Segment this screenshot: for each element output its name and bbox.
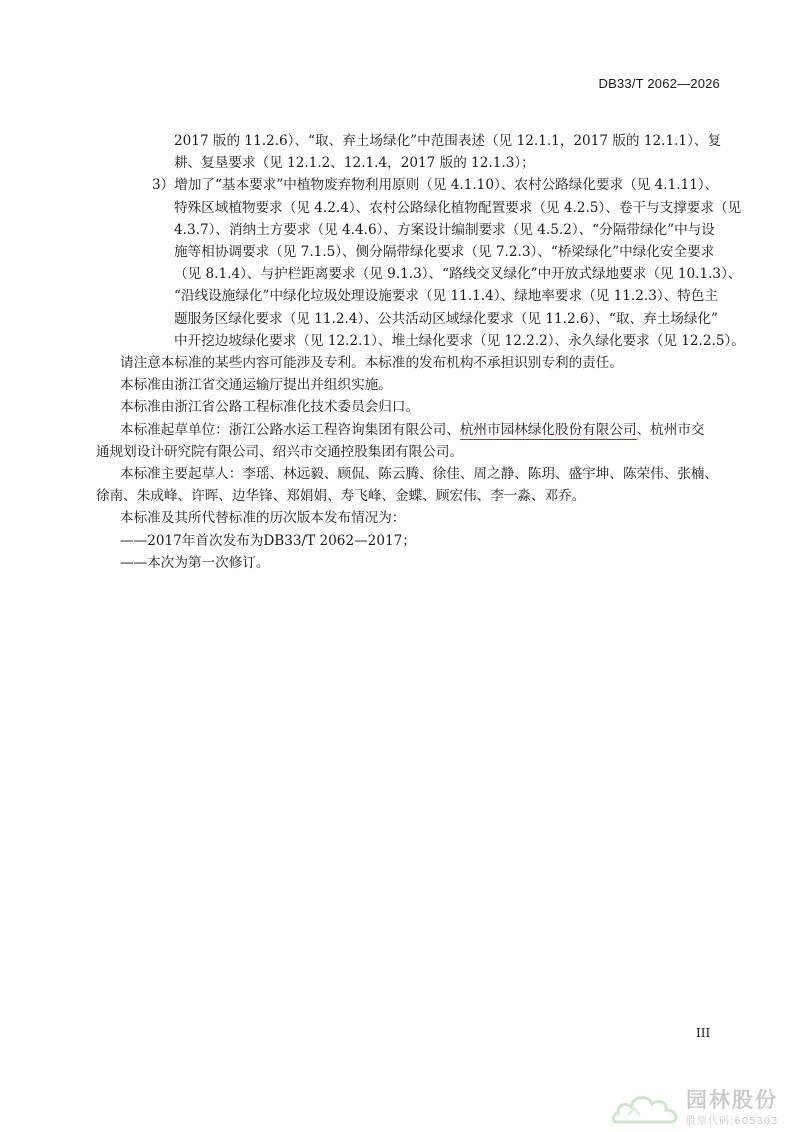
- text-line: 中开挖边坡绿化要求（见 12.2.1）、堆土绿化要求（见 12.2.2）、永久绿化要求（见 12.2.5）。: [174, 332, 745, 349]
- page-number: III: [696, 1026, 711, 1040]
- cloud-logo-icon: [610, 1082, 684, 1128]
- text-line: 2017 版的 11.2.6）、“取、弃土场绿化”中范围表述（见 12.1.1，2017 版的 12.1.1）、复: [174, 133, 722, 149]
- history-item: ——本次为第一次修订。: [120, 554, 270, 571]
- drafting-units-line2: 通规划设计研究院有限公司、绍兴市交通控股集团有限公司。: [96, 443, 464, 460]
- drafting-prefix: 本标准起草单位：浙江公路水运工程咨询集团有限公司、: [120, 421, 460, 438]
- watermark-stock-code: 股票代码:605303: [686, 1116, 779, 1127]
- drafting-suffix: 、杭州市交: [636, 421, 705, 438]
- text-line: 题服务区绿化要求（见 11.2.4）、公共活动区域绿化要求（见 11.2.6）、“取、弃土场绿化”: [174, 310, 719, 327]
- watermark: [610, 1082, 800, 1128]
- text-line: 特殊区域植物要求（见 4.2.4）、农村公路绿化植物配置要求（见 4.2.5）、卷干与支撑要求（见: [174, 199, 742, 216]
- proposer-line: 本标准由浙江省交通运输厅提出并组织实施。: [120, 377, 392, 394]
- drafters-line: 本标准主要起草人：李瑶、林远毅、顾侃、陈云腾、徐佳、周之静、陈玥、盛宇坤、陈荣伟、张楠、: [120, 466, 719, 483]
- history-item: ——2017年首次发布为DB33/T 2062—2017；: [120, 532, 416, 549]
- drafters-line2: 徐南、朱成峰、许晖、边华锋、郑娟娟、寿飞峰、金蝶、顾宏伟、李一淼、邓乔。: [96, 488, 586, 505]
- watermark-brand: 园林股份: [686, 1088, 778, 1112]
- history-heading: 本标准及其所代替标准的历次版本发布情况为：: [120, 510, 406, 527]
- committee-line: 本标准由浙江省公路工程标准化技术委员会归口。: [120, 399, 420, 416]
- text-line: “沿线设施绿化”中绿化垃圾处理设施要求（见 11.1.4）、绿地率要求（见 11.2.3）、特色主: [174, 288, 719, 305]
- list-item-3: 3）增加了“基本要求”中植物废弃物利用原则（见 4.1.10）、农村公路绿化要求（见 4.1.11）、: [152, 177, 719, 194]
- text-line: 耕、复垦要求（见 12.1.2、12.1.4，2017 版的 12.1.3）；: [174, 155, 535, 172]
- highlighted-company: 杭州市园林绿化股份有限公司: [459, 421, 637, 438]
- patent-notice: 请注意本标准的某些内容可能涉及专利。本标准的发布机构不承担识别专利的责任。: [120, 355, 623, 372]
- drafting-units-line: [96, 419, 726, 441]
- text-line: 4.3.7）、消纳土方要求（见 4.4.6）、方案设计编制要求（见 4.5.2）、“分隔带绿化”中与设: [174, 221, 715, 238]
- text-line: 施等相协调要求（见 7.1.5）、侧分隔带绿化要求（见 7.2.3）、“桥梁绿化”中绿化安全要求: [174, 244, 715, 261]
- text-line: （见 8.1.4）、与护栏距离要求（见 9.1.3）、“路线交叉绿化”中开放式绿地要求（见 10.1.3）、: [174, 266, 742, 283]
- document-body: [96, 130, 745, 574]
- document-code: DB33/T 2062—2026: [598, 76, 720, 91]
